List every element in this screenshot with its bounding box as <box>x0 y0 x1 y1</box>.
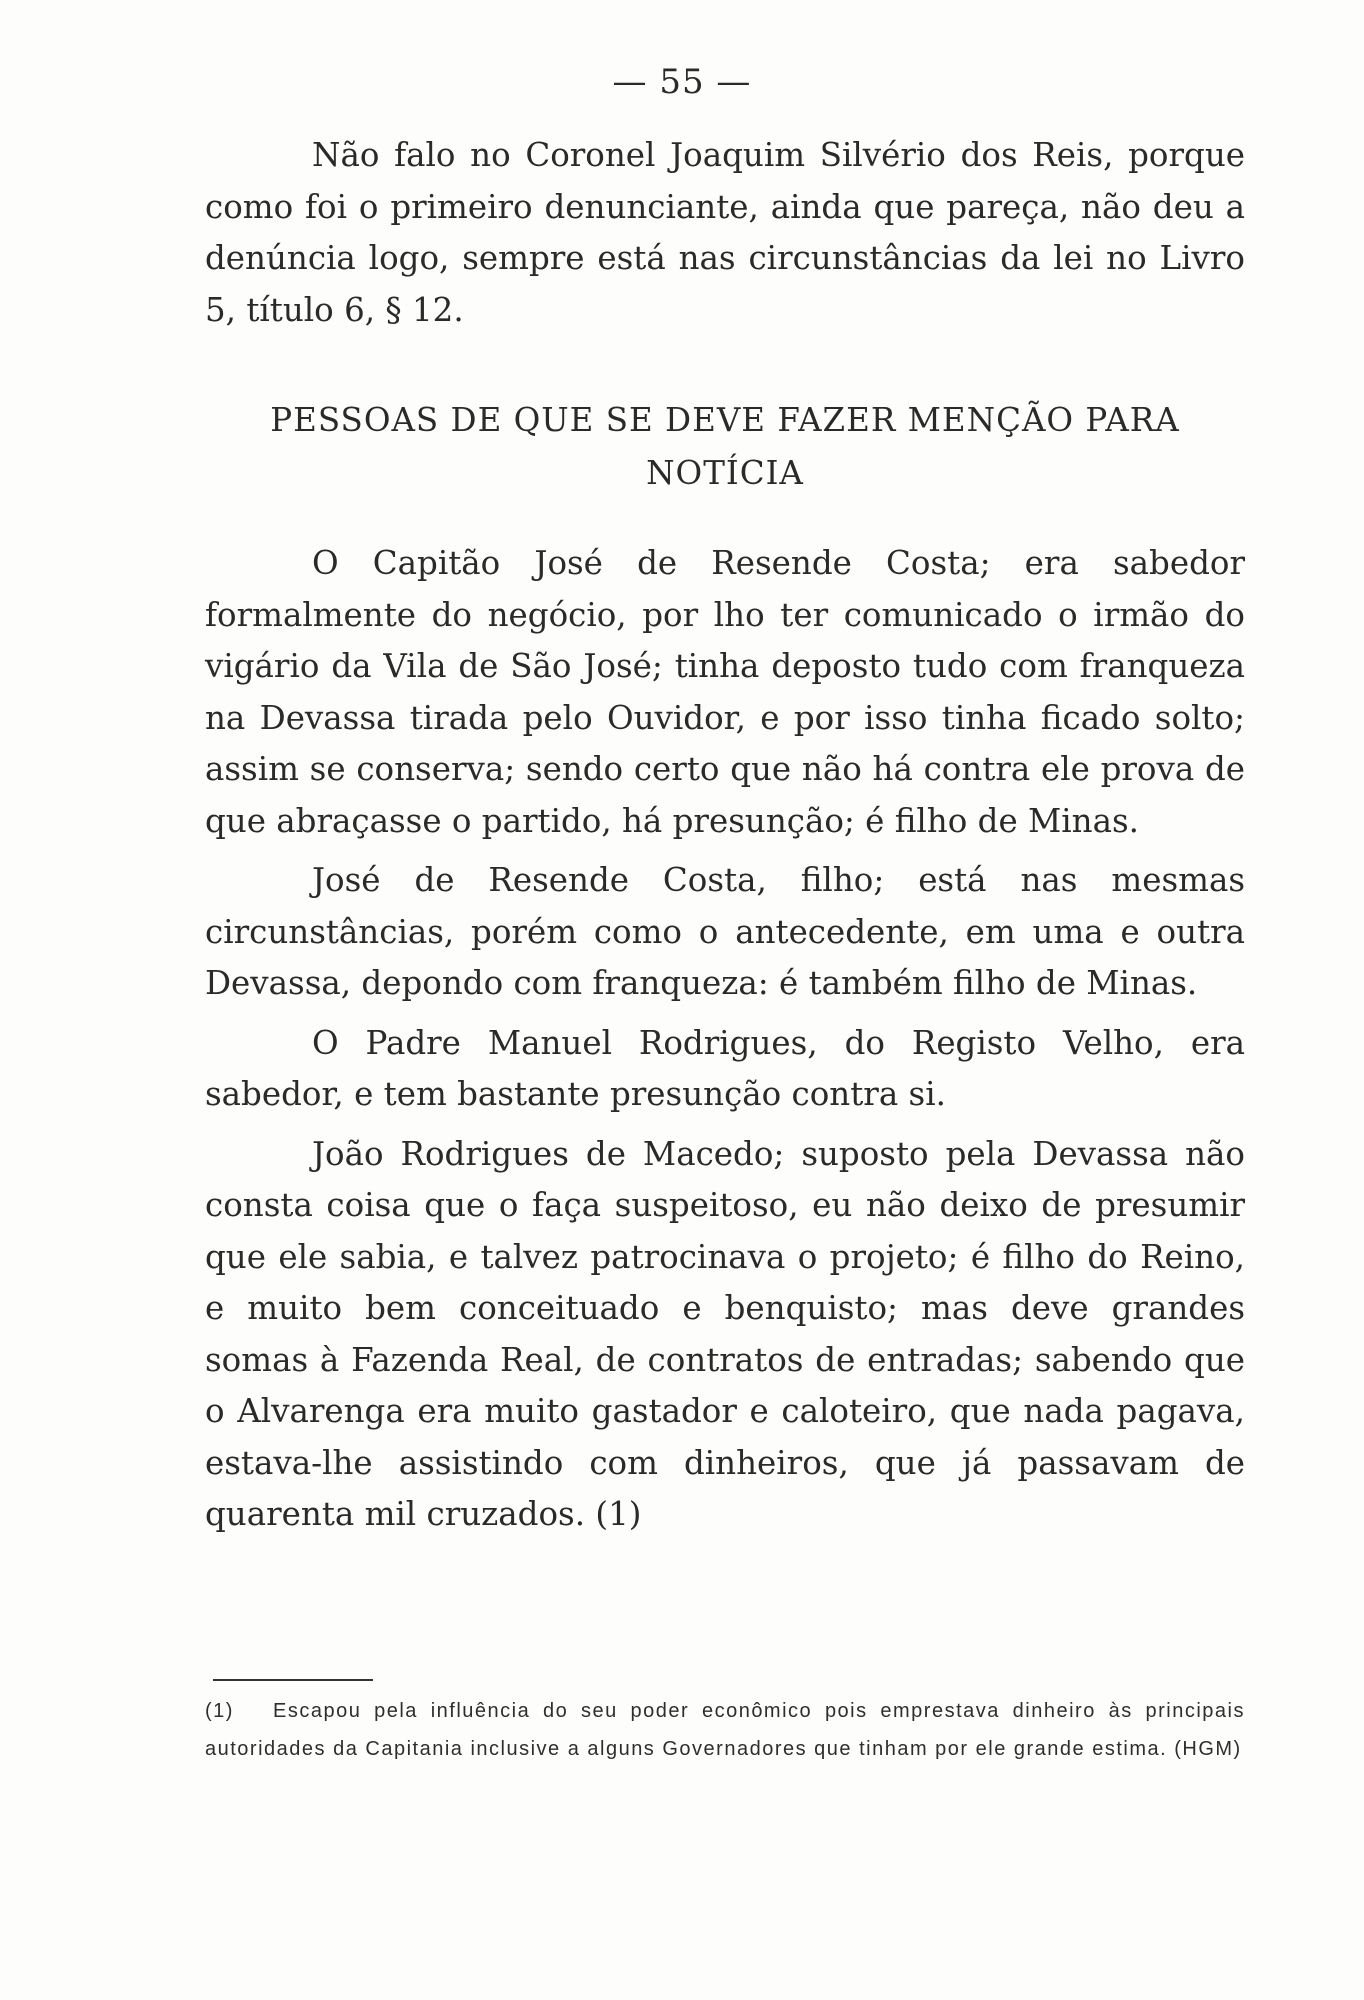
footnote <box>205 1692 1245 1768</box>
footnote-divider <box>213 1679 373 1681</box>
section-heading <box>205 394 1245 500</box>
paragraph-resende-costa: O Capitão José de Resende Costa; era sabedor formalmente do negócio, por lho ter comunicado o irmão do vigário da Vila de São José; tinha deposto tudo com franqueza na Devassa tirada pelo Ouvidor, e por isso tinha ficado solto; assim se conserva; sendo certo que não há contra ele prova de que abraçasse o partido, há presunção; é filho de Minas. <box>205 544 1245 840</box>
paragraph-intro: Não falo no Coronel Joaquim Silvério dos Reis, porque como foi o primeiro denunciante, ainda que pareça, não deu a denúncia logo, sempre está nas circunstâncias da lei no Livro 5, título 6, § 12. <box>205 136 1245 329</box>
section-heading-line-1: PESSOAS DE QUE SE DEVE FAZER MENÇÃO PARA <box>270 401 1180 439</box>
footnote-marker: (1) <box>205 1700 234 1722</box>
section-heading-line-2: NOTÍCIA <box>646 454 804 492</box>
paragraph-resende-costa-filho: José de Resende Costa, filho; está nas mesmas circunstâncias, porém como o antecedente, em uma e outra Devassa, depondo com franqueza: é também filho de Minas. <box>205 861 1245 1002</box>
paragraph-joao-rodrigues-macedo: João Rodrigues de Macedo; suposto pela Devassa não consta coisa que o faça suspeitoso, eu não deixo de presumir que ele sabia, e talvez patrocinava o projeto; é filho do Reino, e muito bem conceituado e benquisto; mas deve grandes somas à Fazenda Real, de contratos de entradas; sabendo que o Alvarenga era muito gastador e caloteiro, que nada pagava, estava-lhe assistindo com dinheiros, que já passavam de quarenta mil cruzados. (1) <box>205 1134 1245 1533</box>
main-text <box>205 130 1245 1541</box>
footnote-text: Escapou pela influência do seu poder econômico pois emprestava dinheiro às principais autoridades da Capitania inclusive a alguns Governadores que tinham por ele grande estima. (HGM) <box>205 1700 1245 1760</box>
paragraph-padre-manuel-rodrigues: O Padre Manuel Rodrigues, do Registo Velho, era sabedor, e tem bastante presunção contra si. <box>205 1023 1245 1113</box>
page-number: — 55 — <box>612 62 752 102</box>
